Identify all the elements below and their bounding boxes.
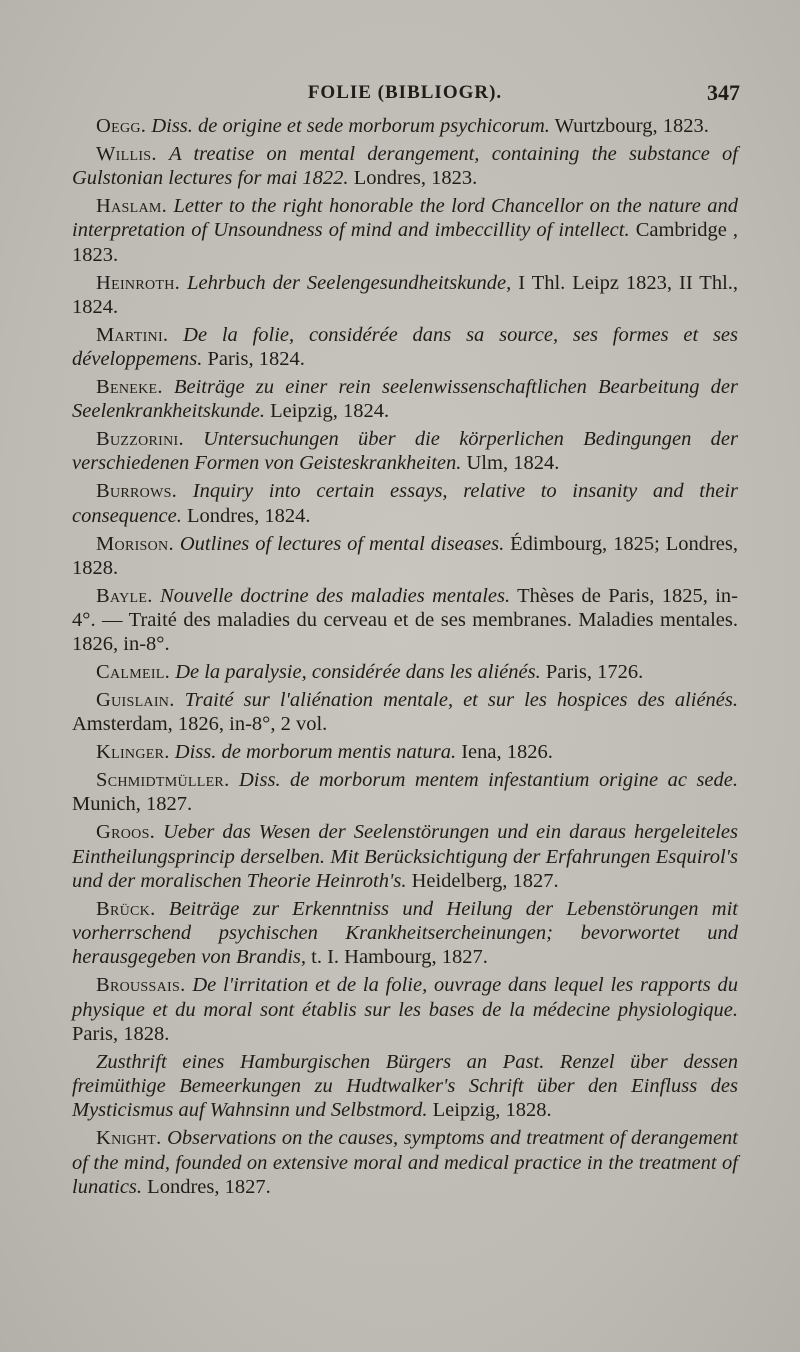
entry-publication: Amsterdam, 1826, in-8°, 2 vol. xyxy=(72,713,328,736)
entry-publication: Cambridge , 1823. xyxy=(72,219,739,266)
entry-author: Schmidtmüller. xyxy=(96,769,230,792)
entry-author: Broussais. xyxy=(96,974,186,997)
entry-title: De l'irritation et de la folie, ouvrage dans lequel les rapports du physique et du moral sont établis sur les bases de la médecine physiologique. xyxy=(72,974,739,1021)
bibliography-entry xyxy=(72,375,738,424)
bibliography-entry xyxy=(72,194,738,267)
entry-author: Morison. xyxy=(96,532,174,555)
bibliography-entry xyxy=(72,820,738,893)
running-title: FOLIE (BIBLIOGR). xyxy=(307,82,503,103)
entry-publication: Londres, 1823. xyxy=(353,167,478,190)
entry-publication: Iena, 1826. xyxy=(461,741,553,764)
bibliography-entry xyxy=(72,479,738,528)
page-number: 347 xyxy=(707,80,740,105)
entry-title: Untersuchungen über die körperlichen Bedingungen der verschiedenen Formen von Geisteskrankheiten. xyxy=(72,428,739,475)
entry-publication: Paris, 1726. xyxy=(545,661,644,684)
entry-author: Buzzorini. xyxy=(96,428,184,451)
entry-title: Zusthrift eines Hamburgischen Bürgers an Past. Renzel über dessen freimüthige Bemeerkungen zu Hudtwalker's Schrift über den Einfluss des Mysticismus auf Wahnsinn und Selbstmord. xyxy=(72,1050,738,1122)
bibliography-entry xyxy=(72,427,738,476)
bibliography-entry xyxy=(72,584,738,657)
entry-title: Traité sur l'aliénation mentale, et sur les hospices des aliénés. xyxy=(184,689,739,712)
entry-title: Observations on the causes, symptoms and treatment of derangement of the mind, founded on extensive moral and medical practice in the treatment of lunatics. xyxy=(72,1127,739,1198)
entry-title: De la paralysie, considérée dans les aliénés. xyxy=(175,661,541,684)
entry-title: Diss. de morborum mentem infestantium origine ac sede. xyxy=(238,769,739,792)
entry-author: Willis. xyxy=(96,142,157,165)
entry-title: Diss. de morborum mentis natura. xyxy=(174,741,457,764)
entry-author: Bayle. xyxy=(96,584,153,607)
entry-author: Klinger. xyxy=(96,741,170,764)
entry-publication: Munich, 1827. xyxy=(72,793,193,816)
entry-title: De la folie, considérée dans sa source, ses formes et ses développemens. xyxy=(72,323,738,371)
bibliography-entry xyxy=(72,740,738,764)
bibliography-entry xyxy=(72,114,738,138)
entry-publication: Leipzig, 1824. xyxy=(270,400,390,423)
entry-title: Outlines of lectures of mental diseases. xyxy=(179,532,505,555)
entry-publication: t. I. Hambourg, 1827. xyxy=(311,946,488,969)
bibliography-entry xyxy=(72,323,738,372)
entry-title: Inquiry into certain essays, relative to insanity and their consequence. xyxy=(72,480,738,527)
entry-publication: Londres, 1824. xyxy=(186,504,311,527)
entry-author: Groos. xyxy=(96,821,156,844)
entry-publication: Heidelberg, 1827. xyxy=(411,869,559,892)
entry-publication: Leipzig, 1828. xyxy=(432,1099,552,1122)
bibliography-entry xyxy=(72,660,738,684)
bibliography-entry xyxy=(72,271,738,320)
entry-publication: I Thl. Leipz 1823, II Thl., 1824. xyxy=(72,271,739,318)
bibliography-entry xyxy=(72,1050,738,1123)
entry-author: Knight. xyxy=(96,1127,162,1150)
entry-publication: Wurtzbourg, 1823. xyxy=(554,115,709,137)
entry-publication: Ulm, 1824. xyxy=(466,452,560,475)
entry-publication: Édimbourg, 1825; Londres, 1828. xyxy=(72,532,738,579)
entry-title: Beiträge zu einer rein seelenwissenschaftlichen Bearbeitung der Seelenkrankheitskunde. xyxy=(72,375,738,423)
entry-author: Heinroth. xyxy=(96,271,181,294)
bibliography-entry xyxy=(72,768,738,817)
entry-author: Haslam. xyxy=(96,195,168,218)
entry-title: Beiträge zur Erkenntniss und Heilung der Lebenstörungen mit vorherrschend psychischen Krankheitsercheinungen; bevorwortet und herausgegeben von Brandis, xyxy=(72,897,738,969)
entry-publication: Thèses de Paris, 1825, in-4°. — Traité des maladies du cerveau et de ses membranes. Maladies mentales. 1826, in-8°. xyxy=(72,584,739,656)
entry-title: Ueber das Wesen der Seelenstörungen und ein daraus hergeleiteles Eintheilungsprincip derselben. Mit Berücksichtigung der Erfahrungen Esquirol's und der moralischen Theorie Heinroth's. xyxy=(72,821,739,892)
bibliography-entry xyxy=(72,142,738,191)
entry-author: Oegg. xyxy=(96,115,147,137)
entry-publication: Paris, 1824. xyxy=(207,348,305,371)
bibliography-entry xyxy=(72,688,738,737)
entry-author: Brück. xyxy=(96,897,156,920)
entry-title: Nouvelle doctrine des maladies mentales. xyxy=(160,584,511,607)
entry-title: A treatise on mental derangement, containing the substance of Gulstonian lectures for mai 1822. xyxy=(72,142,738,190)
entry-author: Martini. xyxy=(96,323,169,346)
bibliography-list xyxy=(72,114,738,1203)
entry-publication: Londres, 1827. xyxy=(147,1175,271,1198)
bibliography-entry xyxy=(72,532,738,581)
entry-author: Calmeil. xyxy=(96,661,171,684)
entry-title: Diss. de origine et sede morborum psychicorum. xyxy=(151,115,550,137)
bibliography-entry xyxy=(72,973,738,1046)
entry-author: Beneke. xyxy=(96,375,163,398)
entry-author: Burrows. xyxy=(96,480,178,503)
entry-title: Lehrbuch der Seelengesundheitskunde, xyxy=(187,271,512,294)
entry-publication: Paris, 1828. xyxy=(72,1022,170,1045)
bibliography-entry xyxy=(72,1126,738,1199)
bibliography-entry xyxy=(72,897,738,970)
entry-title: Letter to the right honorable the lord Chancellor on the nature and interpretation of Unsoundness of mind and imbeccillity of intellect. xyxy=(72,195,739,242)
page-header xyxy=(70,80,740,110)
entry-author: Guislain. xyxy=(96,689,175,712)
